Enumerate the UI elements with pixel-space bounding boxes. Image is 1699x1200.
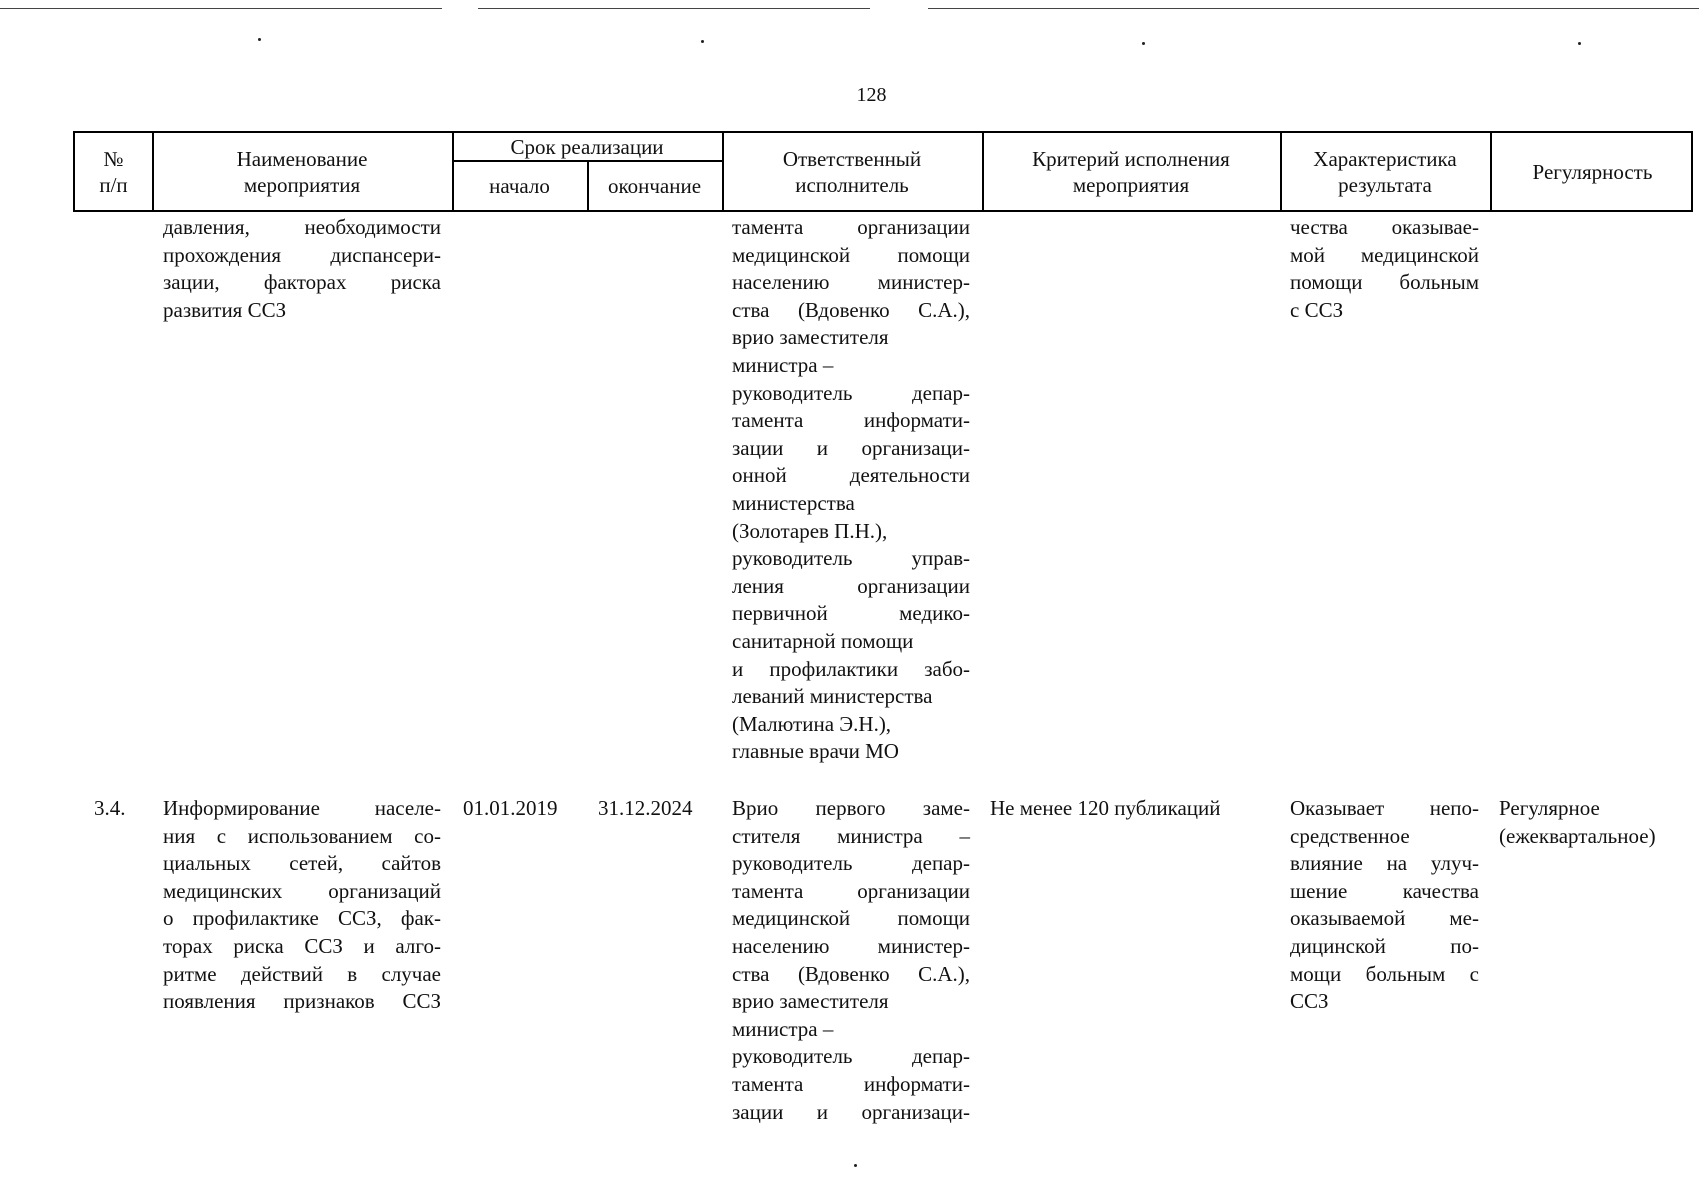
text-line: средственное — [1290, 823, 1410, 848]
text-line: санитарной помощи — [732, 628, 914, 653]
text-line: помощи больным — [1290, 270, 1479, 295]
text-line: (ежеквартальное) — [1499, 823, 1656, 848]
scan-edge-line — [478, 8, 870, 9]
text-line: врио заместителя — [732, 325, 889, 350]
text-line: тамента информати- — [732, 408, 970, 433]
header-criterion: Критерий исполнения мероприятия — [1032, 146, 1230, 197]
text-line: циальных сетей, сайтов — [163, 851, 441, 876]
row-start-date: 01.01.2019 — [463, 796, 558, 820]
text-line: зации, факторах риска — [163, 270, 441, 295]
text-line: ния с использованием со- — [163, 823, 441, 848]
text-line: руководитель депар- — [732, 851, 970, 876]
header-num: № п/п — [99, 146, 128, 197]
text-line: (Малютина Э.Н.), — [732, 711, 892, 736]
row-name — [163, 795, 441, 1016]
text-line: Информирование населе- — [163, 796, 441, 820]
scan-speck — [1578, 42, 1581, 45]
text-line: тамента организации — [732, 878, 970, 903]
text-line: ССЗ — [1290, 989, 1329, 1014]
text-line: медицинской помощи — [732, 906, 970, 931]
text-line: (Золотарев П.Н.), — [732, 518, 888, 543]
text-line: населению министер- — [732, 933, 970, 958]
header-term: Срок реализации — [510, 134, 664, 159]
row-regularity — [1499, 795, 1656, 850]
text-line: ства (Вдовенко С.А.), — [732, 961, 970, 986]
text-line: стителя министра – — [732, 823, 970, 848]
text-line: леваний министерства — [732, 684, 933, 709]
row-end-date: 31.12.2024 — [598, 796, 693, 820]
text-line: населению министер- — [732, 270, 970, 295]
text-line: министерства — [732, 490, 855, 515]
header-regularity: Регулярность — [1532, 159, 1653, 184]
text-line: министра – — [732, 1016, 834, 1041]
scan-speck — [854, 1164, 857, 1167]
text-line: ления организации — [732, 573, 970, 598]
text-line: оказываемой ме- — [1290, 906, 1479, 931]
text-line: мощи больным с — [1290, 961, 1479, 986]
prev-row-responsible — [732, 214, 970, 766]
text-line: руководитель управ- — [732, 546, 970, 571]
text-line: зации и организаци- — [732, 435, 970, 460]
text-line: мой медицинской — [1290, 242, 1479, 267]
text-line: врио заместителя — [732, 989, 889, 1014]
row-number: 3.4. — [94, 796, 126, 820]
text-line: главные врачи МО — [732, 739, 899, 764]
header-responsible: Ответственный исполнитель — [782, 146, 922, 197]
text-line: тамента информати- — [732, 1071, 970, 1096]
text-line: руководитель депар- — [732, 1044, 970, 1069]
text-line: влияние на улуч- — [1290, 851, 1479, 876]
text-line: медицинских организаций — [163, 878, 441, 903]
header-characteristic: Характеристика результата — [1313, 146, 1457, 197]
text-line: и профилактики забо- — [732, 656, 970, 681]
text-line: шение качества — [1290, 878, 1479, 903]
text-line: онной деятельности — [732, 463, 970, 488]
text-line: ства (Вдовенко С.А.), — [732, 297, 970, 322]
text-line: торах риска ССЗ и алго- — [163, 933, 441, 958]
scan-speck — [258, 38, 261, 41]
prev-row-characteristic — [1290, 214, 1479, 324]
text-line: первичной медико- — [732, 601, 970, 626]
text-line: с ССЗ — [1290, 297, 1344, 322]
scan-speck — [701, 40, 704, 43]
text-line: развития ССЗ — [163, 297, 287, 322]
page-number: 128 — [856, 84, 887, 106]
text-line: о профилактике ССЗ, фак- — [163, 906, 441, 931]
row-responsible — [732, 795, 970, 1126]
prev-row-name — [163, 214, 441, 324]
text-line: давления, необходимости — [163, 215, 441, 239]
text-line: Оказывает непо- — [1290, 796, 1479, 820]
row-criterion: Не менее 120 публикаций — [990, 796, 1221, 820]
text-line: Регулярное — [1499, 796, 1600, 820]
scan-edge-line — [928, 8, 1699, 9]
scan-edge-line — [0, 8, 442, 9]
text-line: зации и организаци- — [732, 1099, 970, 1124]
header-name: Наименование мероприятия — [236, 146, 368, 197]
text-line: руководитель депар- — [732, 380, 970, 405]
text-line: тамента организации — [732, 215, 970, 239]
text-line: появления признаков ССЗ — [163, 989, 441, 1014]
text-line: чества оказывае- — [1290, 215, 1479, 239]
header-end: окончание — [607, 174, 702, 198]
text-line: ритме действий в случае — [163, 961, 441, 986]
text-line: прохождения диспансери- — [163, 242, 441, 267]
header-start: начало — [489, 174, 550, 198]
table-header — [73, 131, 1693, 212]
scan-speck — [1142, 42, 1145, 45]
text-line: министра – — [732, 352, 834, 377]
text-line: дицинской по- — [1290, 933, 1479, 958]
text-line: медицинской помощи — [732, 242, 970, 267]
row-characteristic — [1290, 795, 1479, 1016]
text-line: Врио первого заме- — [732, 796, 970, 820]
